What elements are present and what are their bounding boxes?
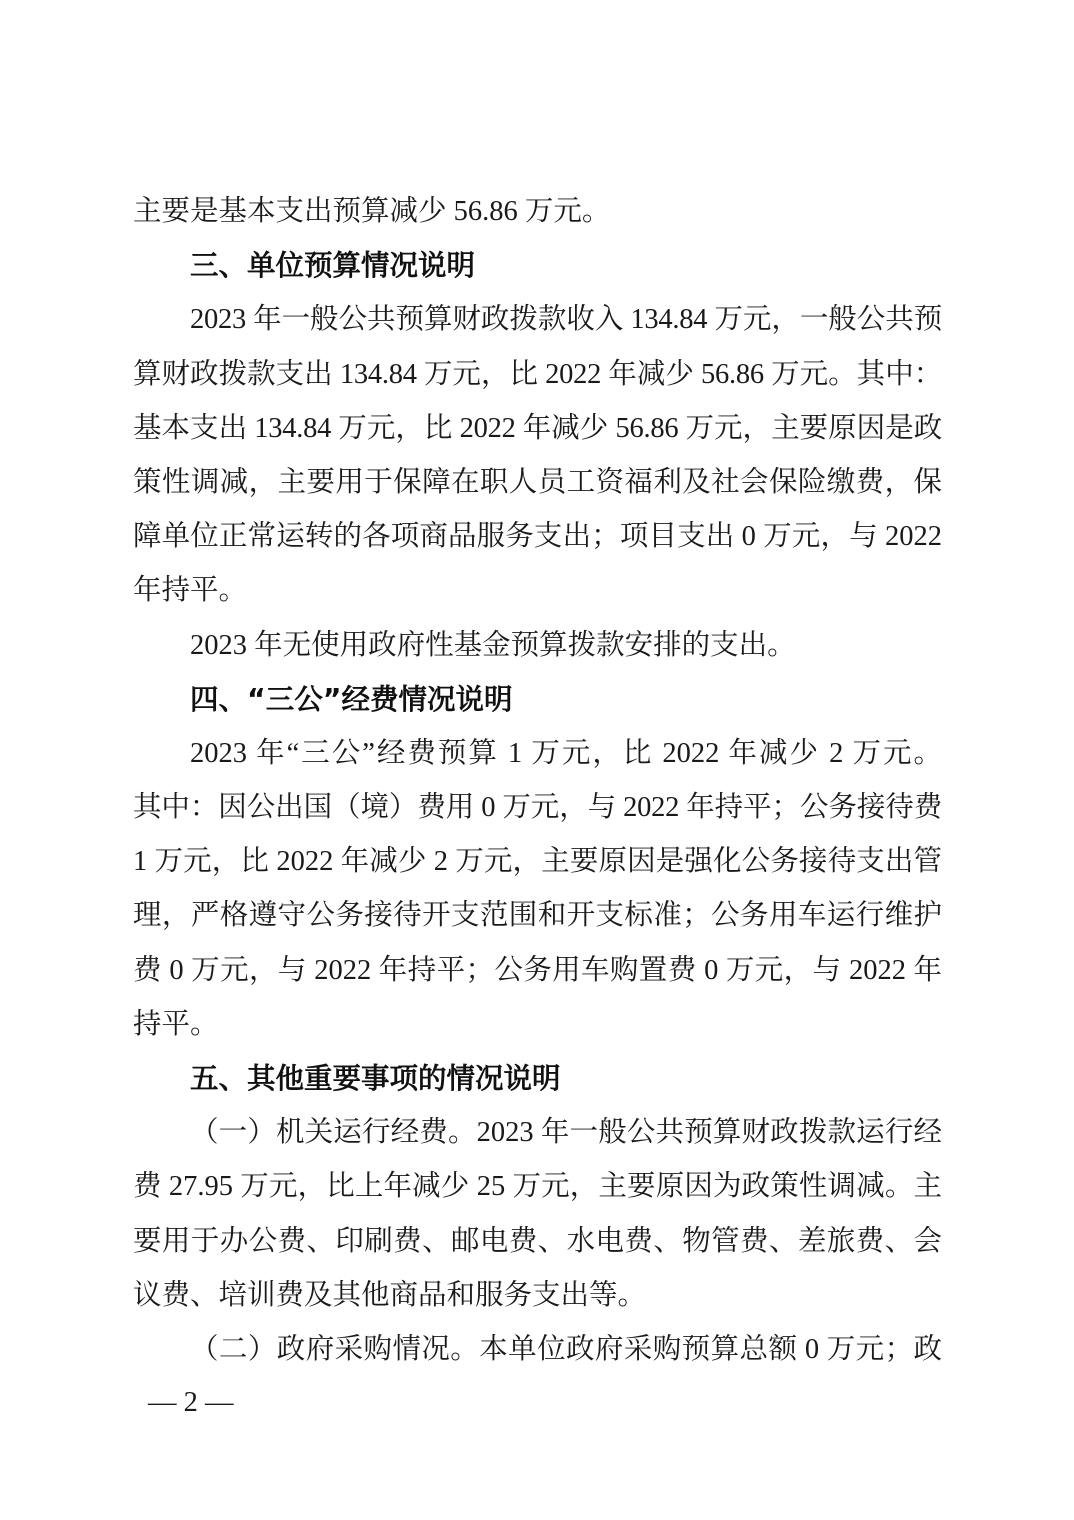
paragraph-line: 算财政拨款支出 134.84 万元，比 2022 年减少 56.86 万元。其中： bbox=[133, 358, 942, 390]
three-public-expenses-paragraph bbox=[133, 727, 942, 1052]
paragraph-line: 1 万元，比 2022 年减少 2 万元，主要原因是强化公务接待支出管 bbox=[133, 846, 942, 878]
paragraph-line: 费 0 万元，与 2022 年持平；公务用车购置费 0 万元，与 2022 年 bbox=[133, 954, 942, 986]
paragraph-line: 2023 年一般公共预算财政拨款收入 134.84 万元，一般公共预 bbox=[190, 304, 942, 336]
paragraph-line: 年持平。 bbox=[133, 575, 248, 607]
section-4 bbox=[133, 673, 942, 1052]
paragraph-line: 2023 年无使用政府性基金预算拨款安排的支出。 bbox=[190, 629, 796, 661]
document-body bbox=[133, 185, 942, 1377]
section-heading: 五、其他重要事项的情况说明 bbox=[190, 1062, 561, 1095]
paragraph-line: 主要是基本支出预算减少 56.86 万元。 bbox=[133, 196, 611, 227]
paragraph-line: 理，严格遵守公务接待开支范围和开支标准；公务用车运行维护 bbox=[133, 900, 942, 932]
fund-paragraph bbox=[133, 619, 942, 673]
paragraph-line: 基本支出 134.84 万元，比 2022 年减少 56.86 万元，主要原因是政 bbox=[133, 412, 942, 444]
paragraph-line: 费 27.95 万元，比上年减少 25 万元，主要原因为政策性调减。主 bbox=[133, 1171, 942, 1203]
paragraph-line: 障单位正常运转的各项商品服务支出；项目支出 0 万元，与 2022 bbox=[133, 521, 942, 553]
paragraph-line: 2023 年“三公”经费预算 1 万元，比 2022 年减少 2 万元。 bbox=[190, 737, 942, 769]
page-number: — 2 — bbox=[148, 1387, 234, 1418]
paragraph-line: （一）机关运行经费。2023 年一般公共预算财政拨款运行经 bbox=[190, 1117, 942, 1149]
intro-paragraph bbox=[133, 185, 942, 239]
paragraph-line: 议费、培训费及其他商品和服务支出等。 bbox=[133, 1279, 647, 1311]
paragraph-line: 要用于办公费、印刷费、邮电费、水电费、物管费、差旅费、会 bbox=[133, 1225, 942, 1257]
section-heading: 三、单位预算情况说明 bbox=[190, 249, 476, 283]
section-5 bbox=[133, 1052, 942, 1377]
operating-expenses-paragraph bbox=[133, 1106, 942, 1323]
paragraph-line: 其中：因公出国（境）费用 0 万元，与 2022 年持平；公务接待费 bbox=[133, 792, 942, 824]
section-3 bbox=[133, 239, 942, 673]
paragraph-line: （二）政府采购情况。本单位政府采购预算总额 0 万元；政 bbox=[190, 1333, 942, 1365]
procurement-paragraph bbox=[133, 1323, 942, 1377]
budget-paragraph bbox=[133, 293, 942, 618]
section-heading: 四、“三公”经费情况说明 bbox=[190, 682, 513, 716]
paragraph-line: 持平。 bbox=[133, 1008, 219, 1040]
paragraph-line: 策性调减，主要用于保障在职人员工资福利及社会保险缴费，保 bbox=[133, 466, 942, 498]
